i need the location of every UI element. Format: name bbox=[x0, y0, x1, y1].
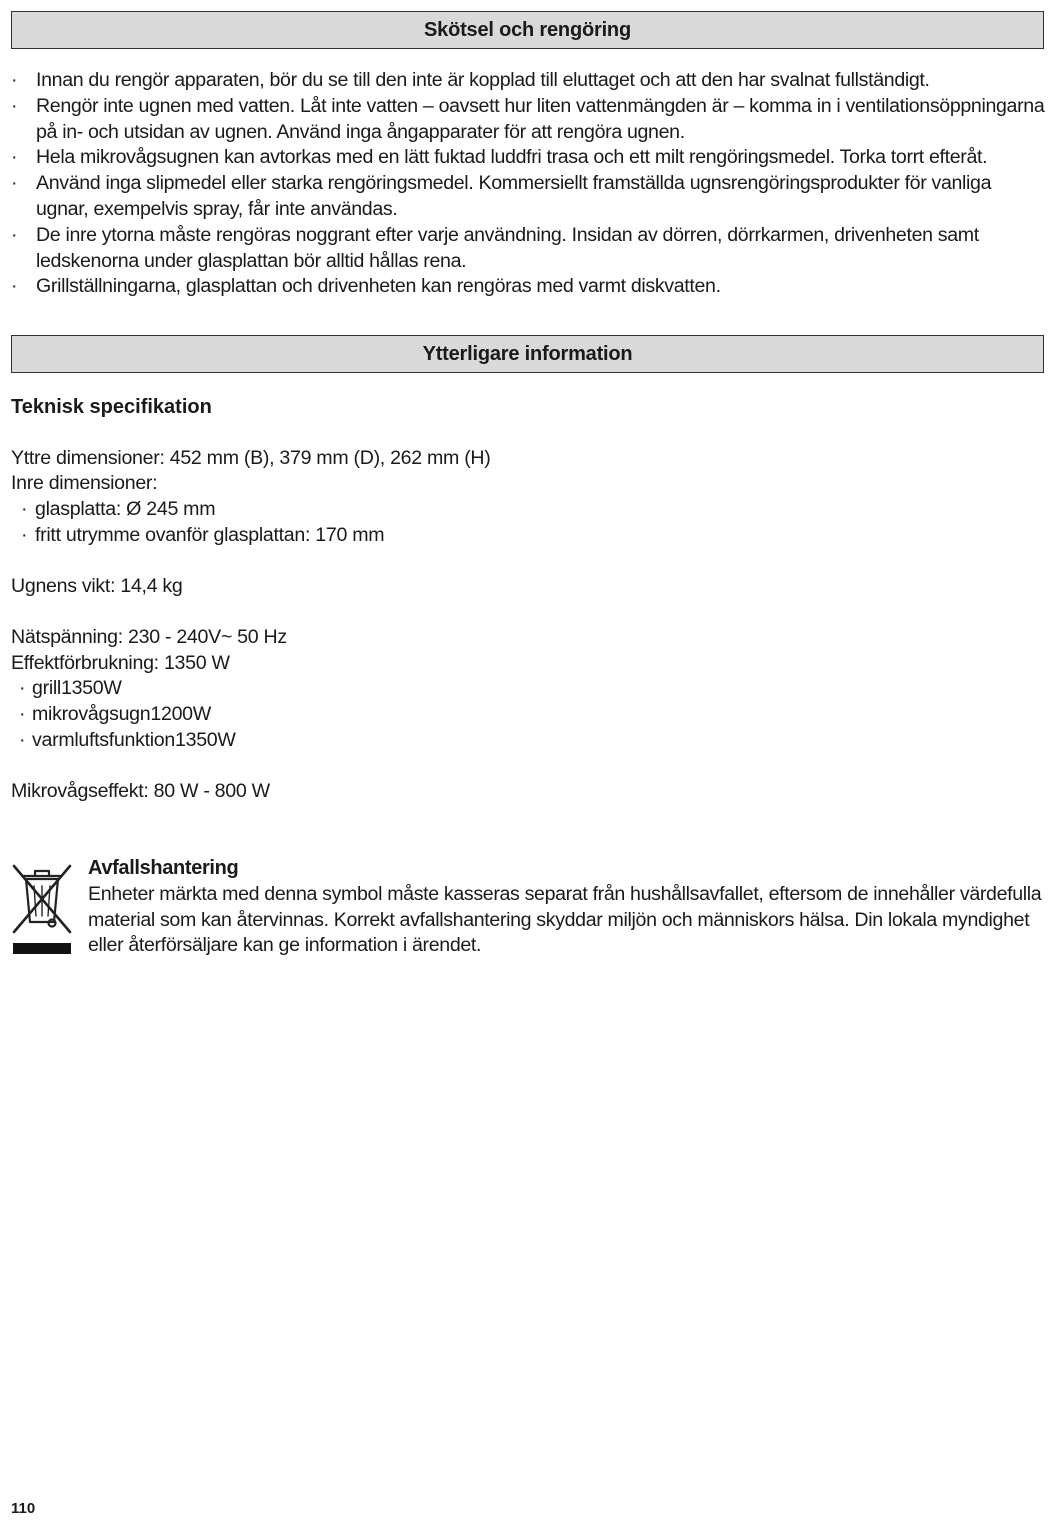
info-section-heading: Ytterligare information bbox=[11, 335, 1044, 373]
list-item: · Rengör inte ugnen med vatten. Låt inte vatten – oavsett hur liten vattenmängden är – komma in i ventilationsöppningarna på in- och utsidan av ugnen. Använd inga ångapparater för att rengöra ugnen. bbox=[11, 94, 1045, 143]
page-number: 110 bbox=[11, 1500, 36, 1517]
care-instructions-list bbox=[11, 68, 1046, 300]
spec-title: Teknisk specifikation bbox=[11, 396, 212, 418]
inner-dimension-item: · fritt utrymme ovanför glasplattan: 170 mm bbox=[21, 524, 385, 546]
power-item: · grill1350W bbox=[19, 677, 122, 699]
oven-weight: Ugnens vikt: 14,4 kg bbox=[11, 575, 183, 597]
inner-dimension-item: · glasplatta: Ø 245 mm bbox=[21, 498, 216, 520]
disposal-text: Enheter märkta med denna symbol måste kasseras separat från hushållsavfallet, eftersom de innehåller värdefulla material som kan återvinnas. Korrekt avfallshantering skyddar miljön och människors hälsa. Din lokala myndighet eller återförsäljare kan ge information i ärendet. bbox=[88, 882, 1042, 957]
mains-voltage: Nätspänning: 230 - 240V~ 50 Hz bbox=[11, 626, 287, 648]
list-item: · Hela mikrovågsugnen kan avtorkas med en lätt fuktad luddfri trasa och ett milt rengöringsmedel. Torka torrt efteråt. bbox=[11, 146, 988, 169]
disposal-title: Avfallshantering bbox=[88, 857, 239, 879]
list-item: · Innan du rengör apparaten, bör du se till den inte är kopplad till eluttaget och att den har svalnat fullständigt. bbox=[11, 69, 930, 91]
weee-crossed-bin-icon bbox=[12, 862, 72, 956]
inner-dimensions: Inre dimensioner: bbox=[11, 472, 158, 494]
list-item: · De inre ytorna måste rengöras noggrant efter varje användning. Insidan av dörren, dörrkarmen, drivenheten samt ledskenorna under glasplattan bör alltid hållas rena. bbox=[11, 223, 979, 272]
care-section-heading: Skötsel och rengöring bbox=[11, 11, 1044, 49]
power-consumption: Effektförbrukning: 1350 W bbox=[11, 652, 230, 674]
disposal-block bbox=[88, 856, 1048, 959]
list-item: · Använd inga slipmedel eller starka rengöringsmedel. Kommersiellt framställda ugnsrengöringsprodukter för vanliga ugnar, exempelvis spray, får inte användas. bbox=[11, 172, 992, 220]
power-item: · varmluftsfunktion1350W bbox=[19, 729, 236, 751]
list-item: · Grillställningarna, glasplattan och drivenheten kan rengöras med varmt diskvatten. bbox=[11, 275, 721, 298]
outer-dimensions: Yttre dimensioner: 452 mm (B), 379 mm (D), 262 mm (H) bbox=[11, 447, 491, 469]
power-item: · mikrovågsugn1200W bbox=[19, 703, 211, 725]
microwave-power: Mikrovågseffekt: 80 W - 800 W bbox=[11, 780, 270, 802]
